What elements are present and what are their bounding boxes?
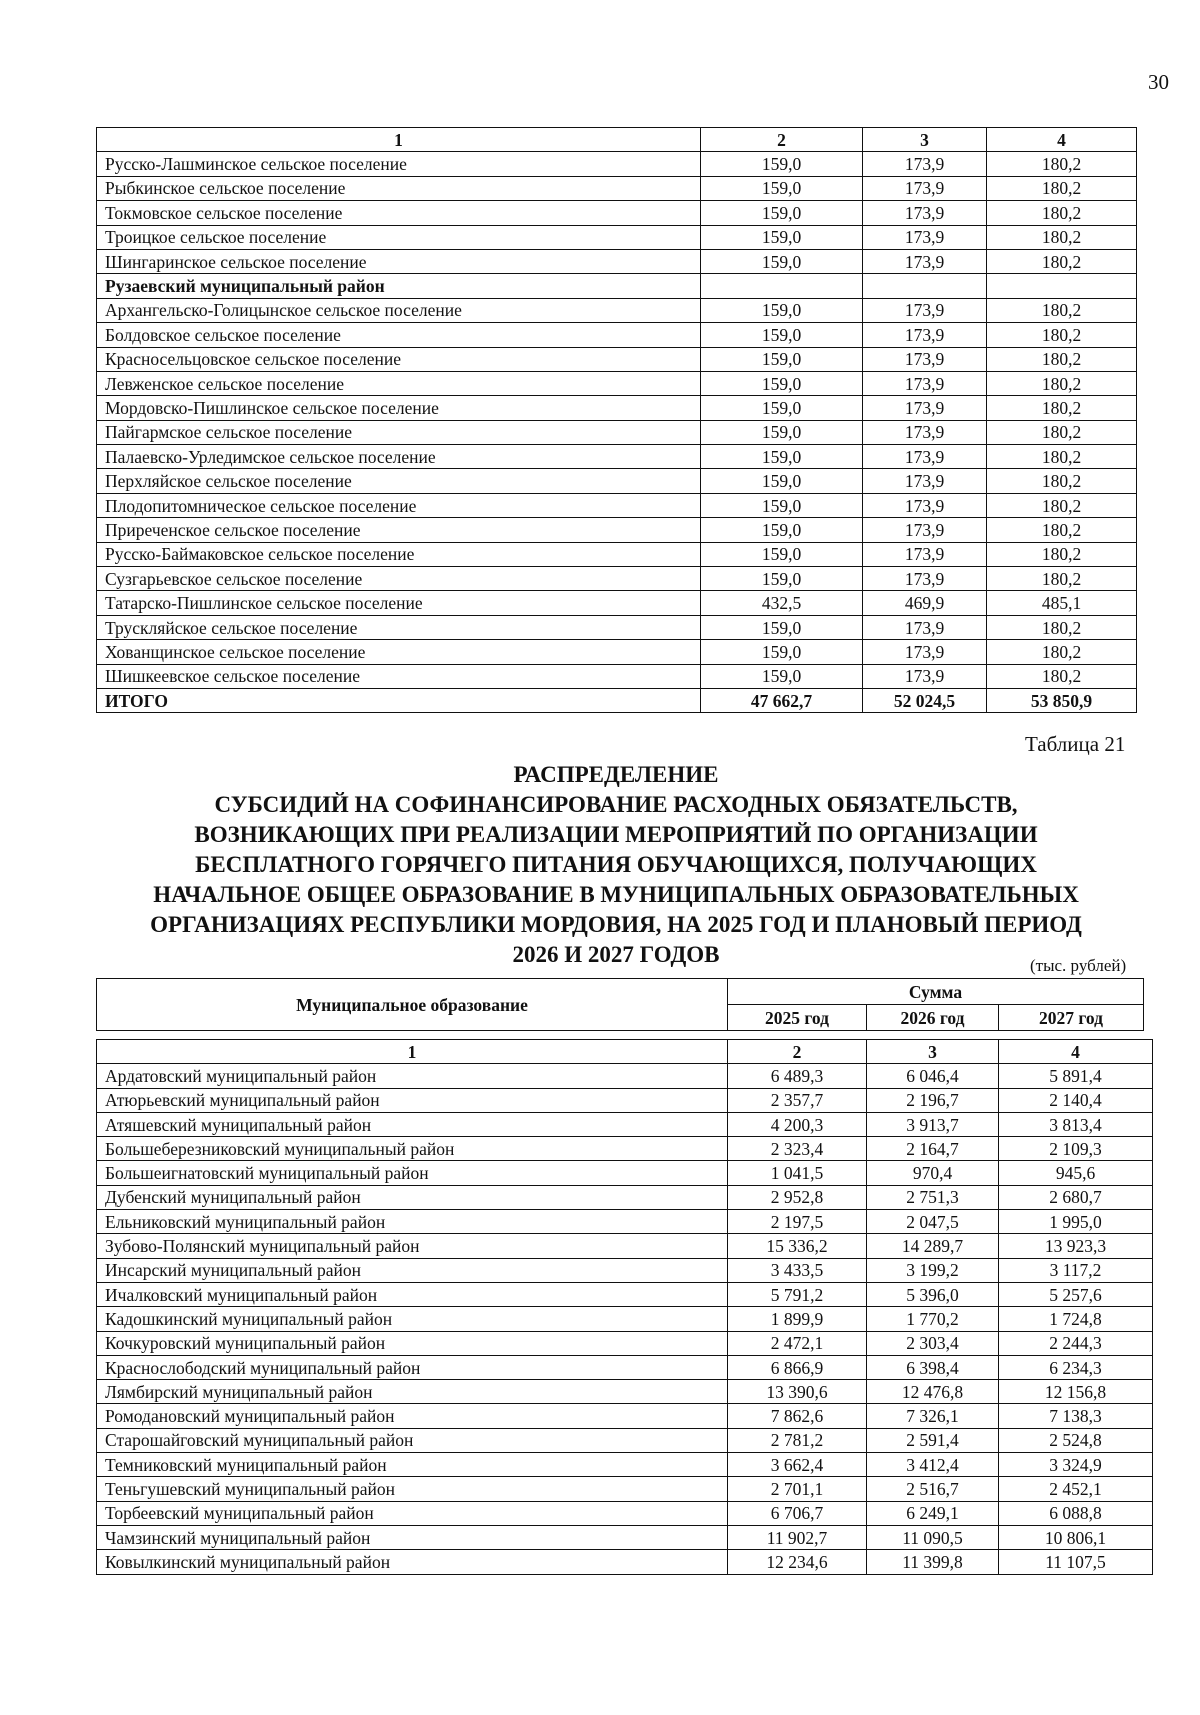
- table-row: [97, 420, 1137, 444]
- value-col-4: 6 234,3: [999, 1355, 1153, 1379]
- row-name: Рузаевский муниципальный район: [97, 274, 701, 298]
- table-row: [97, 1137, 1153, 1161]
- value-col-3: 173,9: [863, 542, 987, 566]
- value-col-2: 2 472,1: [728, 1331, 867, 1355]
- row-name: Кадошкинский муниципальный район: [97, 1307, 728, 1331]
- row-name: Плодопитомническое сельское поселение: [97, 493, 701, 517]
- table-row: [97, 249, 1137, 273]
- value-col-4: 5 257,6: [999, 1282, 1153, 1306]
- value-col-4: 7 138,3: [999, 1404, 1153, 1428]
- row-name: Ельниковский муниципальный район: [97, 1210, 728, 1234]
- value-col-3: 5 396,0: [867, 1282, 999, 1306]
- value-col-4: 180,2: [987, 249, 1137, 273]
- row-name: Большеберезниковский муниципальный район: [97, 1137, 728, 1161]
- value-col-4: 3 324,9: [999, 1453, 1153, 1477]
- table-row: [97, 1331, 1153, 1355]
- value-col-2: 6 706,7: [728, 1501, 867, 1525]
- table-row: [97, 664, 1137, 688]
- value-col-3: 173,9: [863, 249, 987, 273]
- row-name: Татарско-Пишлинское сельское поселение: [97, 591, 701, 615]
- table-row: [97, 1282, 1153, 1306]
- value-col-2: 3 662,4: [728, 1453, 867, 1477]
- value-col-3: 173,9: [863, 371, 987, 395]
- value-col-3: 173,9: [863, 445, 987, 469]
- value-col-4: 180,2: [987, 347, 1137, 371]
- row-name: Дубенский муниципальный район: [97, 1185, 728, 1209]
- value-col-2: 159,0: [701, 152, 863, 176]
- value-col-2: 159,0: [701, 396, 863, 420]
- value-col-3: 2 164,7: [867, 1137, 999, 1161]
- table-2-header: [96, 978, 1144, 1031]
- value-col-2: 159,0: [701, 201, 863, 225]
- row-name: Старошайговский муниципальный район: [97, 1428, 728, 1452]
- value-col-4: 180,2: [987, 469, 1137, 493]
- table-row: [97, 371, 1137, 395]
- table-row: [97, 347, 1137, 371]
- value-col-3: 12 476,8: [867, 1380, 999, 1404]
- value-col-4: 180,2: [987, 225, 1137, 249]
- value-col-3: 173,9: [863, 201, 987, 225]
- value-col-4: 2 680,7: [999, 1185, 1153, 1209]
- value-col-2: 5 791,2: [728, 1282, 867, 1306]
- value-col-2: 1 041,5: [728, 1161, 867, 1185]
- table-row: [97, 1112, 1153, 1136]
- table-caption: Таблица 21: [1025, 732, 1126, 756]
- column-number-1: 1: [97, 1040, 728, 1064]
- value-col-4: 180,2: [987, 396, 1137, 420]
- table-subsidies-hot-meals: [96, 1039, 1153, 1575]
- row-name: Инсарский муниципальный район: [97, 1258, 728, 1282]
- value-col-4: 180,2: [987, 567, 1137, 591]
- value-col-3: 7 326,1: [867, 1404, 999, 1428]
- value-col-3: 173,9: [863, 176, 987, 200]
- value-col-2: 11 902,7: [728, 1525, 867, 1549]
- value-col-2: 159,0: [701, 249, 863, 273]
- value-col-4: 1 724,8: [999, 1307, 1153, 1331]
- value-col-3: [863, 274, 987, 298]
- value-col-4: 180,2: [987, 542, 1137, 566]
- table-row: [97, 1088, 1153, 1112]
- table-row: [97, 1428, 1153, 1452]
- value-col-2: 3 433,5: [728, 1258, 867, 1282]
- row-name: Лямбирский муниципальный район: [97, 1380, 728, 1404]
- table-row: [97, 1234, 1153, 1258]
- value-col-2: 159,0: [701, 518, 863, 542]
- value-col-4: 1 995,0: [999, 1210, 1153, 1234]
- table-row: [97, 445, 1137, 469]
- value-col-2: 159,0: [701, 225, 863, 249]
- value-col-4: 180,2: [987, 298, 1137, 322]
- value-col-2: 47 662,7: [701, 688, 863, 712]
- table-row: [97, 1501, 1153, 1525]
- title-line: 2026 И 2027 ГОДОВ: [512, 942, 720, 967]
- table-row: [97, 1258, 1153, 1282]
- column-year-2026: 2026 год: [867, 1005, 999, 1031]
- row-name: Атяшевский муниципальный район: [97, 1112, 728, 1136]
- title-line: ОРГАНИЗАЦИЯХ РЕСПУБЛИКИ МОРДОВИЯ, НА 2025 ГОД И ПЛАНОВЫЙ ПЕРИОД: [150, 912, 1082, 937]
- value-col-2: [701, 274, 863, 298]
- value-col-2: 159,0: [701, 664, 863, 688]
- column-number-3: 3: [863, 128, 987, 152]
- row-name: Красносельцовское сельское поселение: [97, 347, 701, 371]
- row-name: Палаевско-Урледимское сельское поселение: [97, 445, 701, 469]
- value-col-4: 180,2: [987, 371, 1137, 395]
- table-row: [97, 1404, 1153, 1428]
- value-col-4: 945,6: [999, 1161, 1153, 1185]
- value-col-4: 5 891,4: [999, 1064, 1153, 1088]
- value-col-4: 10 806,1: [999, 1525, 1153, 1549]
- value-col-4: 2 524,8: [999, 1428, 1153, 1452]
- value-col-2: 159,0: [701, 445, 863, 469]
- value-col-3: 11 399,8: [867, 1550, 999, 1574]
- value-col-2: 12 234,6: [728, 1550, 867, 1574]
- value-col-2: 2 323,4: [728, 1137, 867, 1161]
- value-col-2: 4 200,3: [728, 1112, 867, 1136]
- value-col-3: 2 751,3: [867, 1185, 999, 1209]
- table-row: [97, 1453, 1153, 1477]
- column-municipality: Муниципальное образование: [97, 979, 728, 1031]
- row-name: Краснослободский муниципальный район: [97, 1355, 728, 1379]
- value-col-3: 6 249,1: [867, 1501, 999, 1525]
- value-col-2: 432,5: [701, 591, 863, 615]
- value-col-2: 7 862,6: [728, 1404, 867, 1428]
- value-col-4: 53 850,9: [987, 688, 1137, 712]
- row-name: Кочкуровский муниципальный район: [97, 1331, 728, 1355]
- value-col-3: 173,9: [863, 396, 987, 420]
- value-col-4: 180,2: [987, 323, 1137, 347]
- value-col-3: 173,9: [863, 152, 987, 176]
- value-col-4: 180,2: [987, 615, 1137, 639]
- row-name: Троицкое сельское поселение: [97, 225, 701, 249]
- value-col-3: 173,9: [863, 469, 987, 493]
- table-row: [97, 274, 1137, 298]
- value-col-4: 13 923,3: [999, 1234, 1153, 1258]
- row-name: Атюрьевский муниципальный район: [97, 1088, 728, 1112]
- value-col-3: 1 770,2: [867, 1307, 999, 1331]
- table-row: [97, 1525, 1153, 1549]
- value-col-3: 6 046,4: [867, 1064, 999, 1088]
- title-line: БЕСПЛАТНОГО ГОРЯЧЕГО ПИТАНИЯ ОБУЧАЮЩИХСЯ, ПОЛУЧАЮЩИХ: [195, 852, 1037, 877]
- value-col-3: 173,9: [863, 664, 987, 688]
- value-col-2: 2 197,5: [728, 1210, 867, 1234]
- table-row: [97, 615, 1137, 639]
- row-name: Шишкеевское сельское поселение: [97, 664, 701, 688]
- value-col-3: 2 516,7: [867, 1477, 999, 1501]
- table-row: [97, 225, 1137, 249]
- row-name: Сузгарьевское сельское поселение: [97, 567, 701, 591]
- value-col-3: 173,9: [863, 493, 987, 517]
- table-row: [97, 298, 1137, 322]
- column-number-4: 4: [999, 1040, 1153, 1064]
- row-name: Болдовское сельское поселение: [97, 323, 701, 347]
- row-name: Приреченское сельское поселение: [97, 518, 701, 542]
- value-col-2: 159,0: [701, 420, 863, 444]
- value-col-4: 180,2: [987, 640, 1137, 664]
- value-col-3: 173,9: [863, 225, 987, 249]
- table-row: [97, 1307, 1153, 1331]
- row-name: Мордовско-Пишлинское сельское поселение: [97, 396, 701, 420]
- value-col-2: 159,0: [701, 640, 863, 664]
- value-col-4: 2 244,3: [999, 1331, 1153, 1355]
- value-col-2: 6 866,9: [728, 1355, 867, 1379]
- row-name: Русско-Лашминское сельское поселение: [97, 152, 701, 176]
- table-header-row: [97, 1040, 1153, 1064]
- column-sum: Сумма: [728, 979, 1144, 1005]
- row-name: Ромодановский муниципальный район: [97, 1404, 728, 1428]
- column-number-3: 3: [867, 1040, 999, 1064]
- table-row: [97, 1550, 1153, 1574]
- page-number: 30: [1148, 70, 1169, 94]
- row-name: Русско-Баймаковское сельское поселение: [97, 542, 701, 566]
- table-row: [97, 1355, 1153, 1379]
- value-col-2: 15 336,2: [728, 1234, 867, 1258]
- value-col-4: 2 140,4: [999, 1088, 1153, 1112]
- value-col-2: 159,0: [701, 615, 863, 639]
- value-col-4: 180,2: [987, 518, 1137, 542]
- table-row: [97, 1477, 1153, 1501]
- row-name: Токмовское сельское поселение: [97, 201, 701, 225]
- title-line: РАСПРЕДЕЛЕНИЕ: [513, 762, 719, 787]
- table-row: [97, 640, 1137, 664]
- value-col-3: 173,9: [863, 567, 987, 591]
- value-col-2: 6 489,3: [728, 1064, 867, 1088]
- document-title: [96, 760, 1136, 970]
- row-name: ИТОГО: [97, 688, 701, 712]
- value-col-2: 159,0: [701, 542, 863, 566]
- table-header-row: [97, 128, 1137, 152]
- table-row: [97, 469, 1137, 493]
- column-number-2: 2: [701, 128, 863, 152]
- value-col-2: 2 357,7: [728, 1088, 867, 1112]
- value-col-4: [987, 274, 1137, 298]
- row-name: Темниковский муниципальный район: [97, 1453, 728, 1477]
- value-col-4: 2 109,3: [999, 1137, 1153, 1161]
- value-col-4: 3 117,2: [999, 1258, 1153, 1282]
- value-col-2: 159,0: [701, 298, 863, 322]
- value-col-3: 11 090,5: [867, 1525, 999, 1549]
- value-col-3: 173,9: [863, 347, 987, 371]
- row-name: Теньгушевский муниципальный район: [97, 1477, 728, 1501]
- row-name: Хованщинское сельское поселение: [97, 640, 701, 664]
- row-name: Ардатовский муниципальный район: [97, 1064, 728, 1088]
- value-col-2: 1 899,9: [728, 1307, 867, 1331]
- value-col-3: 173,9: [863, 615, 987, 639]
- table-row: [97, 1210, 1153, 1234]
- table-subsidies-continued: [96, 127, 1137, 713]
- table-row: [97, 396, 1137, 420]
- table-row: [97, 591, 1137, 615]
- column-number-2: 2: [728, 1040, 867, 1064]
- table-row: [97, 542, 1137, 566]
- value-col-2: 159,0: [701, 567, 863, 591]
- row-name: Ковылкинский муниципальный район: [97, 1550, 728, 1574]
- row-name: Чамзинский муниципальный район: [97, 1525, 728, 1549]
- table-row: [97, 1185, 1153, 1209]
- table-row: [97, 1064, 1153, 1088]
- row-name: Шингаринское сельское поселение: [97, 249, 701, 273]
- value-col-3: 173,9: [863, 518, 987, 542]
- value-col-4: 180,2: [987, 420, 1137, 444]
- row-name: Архангельско-Голицынское сельское поселение: [97, 298, 701, 322]
- row-name: Зубово-Полянский муниципальный район: [97, 1234, 728, 1258]
- title-line: ВОЗНИКАЮЩИХ ПРИ РЕАЛИЗАЦИИ МЕРОПРИЯТИЙ ПО ОРГАНИЗАЦИИ: [194, 822, 1038, 847]
- row-name: Большеигнатовский муниципальный район: [97, 1161, 728, 1185]
- value-col-4: 180,2: [987, 445, 1137, 469]
- row-name: Левженское сельское поселение: [97, 371, 701, 395]
- column-year-2027: 2027 год: [999, 1005, 1144, 1031]
- value-col-2: 159,0: [701, 469, 863, 493]
- value-col-4: 12 156,8: [999, 1380, 1153, 1404]
- value-col-3: 2 303,4: [867, 1331, 999, 1355]
- table-row: [97, 493, 1137, 517]
- row-name: Перхляйское сельское поселение: [97, 469, 701, 493]
- row-name: Трускляйское сельское поселение: [97, 615, 701, 639]
- value-col-2: 2 701,1: [728, 1477, 867, 1501]
- value-col-4: 3 813,4: [999, 1112, 1153, 1136]
- value-col-3: 6 398,4: [867, 1355, 999, 1379]
- value-col-4: 180,2: [987, 176, 1137, 200]
- value-col-4: 180,2: [987, 493, 1137, 517]
- value-col-3: 2 196,7: [867, 1088, 999, 1112]
- value-col-3: 173,9: [863, 298, 987, 322]
- column-number-1: 1: [97, 128, 701, 152]
- value-col-4: 180,2: [987, 201, 1137, 225]
- value-col-4: 2 452,1: [999, 1477, 1153, 1501]
- value-col-2: 159,0: [701, 176, 863, 200]
- value-col-3: 14 289,7: [867, 1234, 999, 1258]
- value-col-3: 3 412,4: [867, 1453, 999, 1477]
- title-line: СУБСИДИЙ НА СОФИНАНСИРОВАНИЕ РАСХОДНЫХ ОБЯЗАТЕЛЬСТВ,: [214, 792, 1018, 817]
- value-col-4: 180,2: [987, 664, 1137, 688]
- column-number-4: 4: [987, 128, 1137, 152]
- title-line: НАЧАЛЬНОЕ ОБЩЕЕ ОБРАЗОВАНИЕ В МУНИЦИПАЛЬНЫХ ОБРАЗОВАТЕЛЬНЫХ: [153, 882, 1079, 907]
- column-year-2025: 2025 год: [728, 1005, 867, 1031]
- value-col-3: 970,4: [867, 1161, 999, 1185]
- value-col-2: 159,0: [701, 371, 863, 395]
- value-col-2: 159,0: [701, 323, 863, 347]
- value-col-2: 2 781,2: [728, 1428, 867, 1452]
- value-col-4: 180,2: [987, 152, 1137, 176]
- table-row: [97, 518, 1137, 542]
- table-row: [97, 1380, 1153, 1404]
- value-col-3: 173,9: [863, 323, 987, 347]
- value-col-3: 3 199,2: [867, 1258, 999, 1282]
- row-name: Ичалковский муниципальный район: [97, 1282, 728, 1306]
- table-row: [97, 1161, 1153, 1185]
- value-col-2: 13 390,6: [728, 1380, 867, 1404]
- value-col-3: 3 913,7: [867, 1112, 999, 1136]
- table-row: [97, 688, 1137, 712]
- value-col-3: 469,9: [863, 591, 987, 615]
- table-row: [97, 201, 1137, 225]
- table-row: [97, 323, 1137, 347]
- value-col-3: 173,9: [863, 420, 987, 444]
- value-col-2: 2 952,8: [728, 1185, 867, 1209]
- value-col-3: 2 591,4: [867, 1428, 999, 1452]
- row-name: Пайгармское сельское поселение: [97, 420, 701, 444]
- value-col-4: 485,1: [987, 591, 1137, 615]
- value-col-4: 6 088,8: [999, 1501, 1153, 1525]
- value-col-2: 159,0: [701, 347, 863, 371]
- value-col-3: 2 047,5: [867, 1210, 999, 1234]
- value-col-2: 159,0: [701, 493, 863, 517]
- value-col-3: 52 024,5: [863, 688, 987, 712]
- value-col-3: 173,9: [863, 640, 987, 664]
- row-name: Рыбкинское сельское поселение: [97, 176, 701, 200]
- table-row: [97, 176, 1137, 200]
- row-name: Торбеевский муниципальный район: [97, 1501, 728, 1525]
- value-col-4: 11 107,5: [999, 1550, 1153, 1574]
- unit-note: (тыс. рублей): [1030, 956, 1127, 975]
- table-row: [97, 567, 1137, 591]
- table-row: [97, 152, 1137, 176]
